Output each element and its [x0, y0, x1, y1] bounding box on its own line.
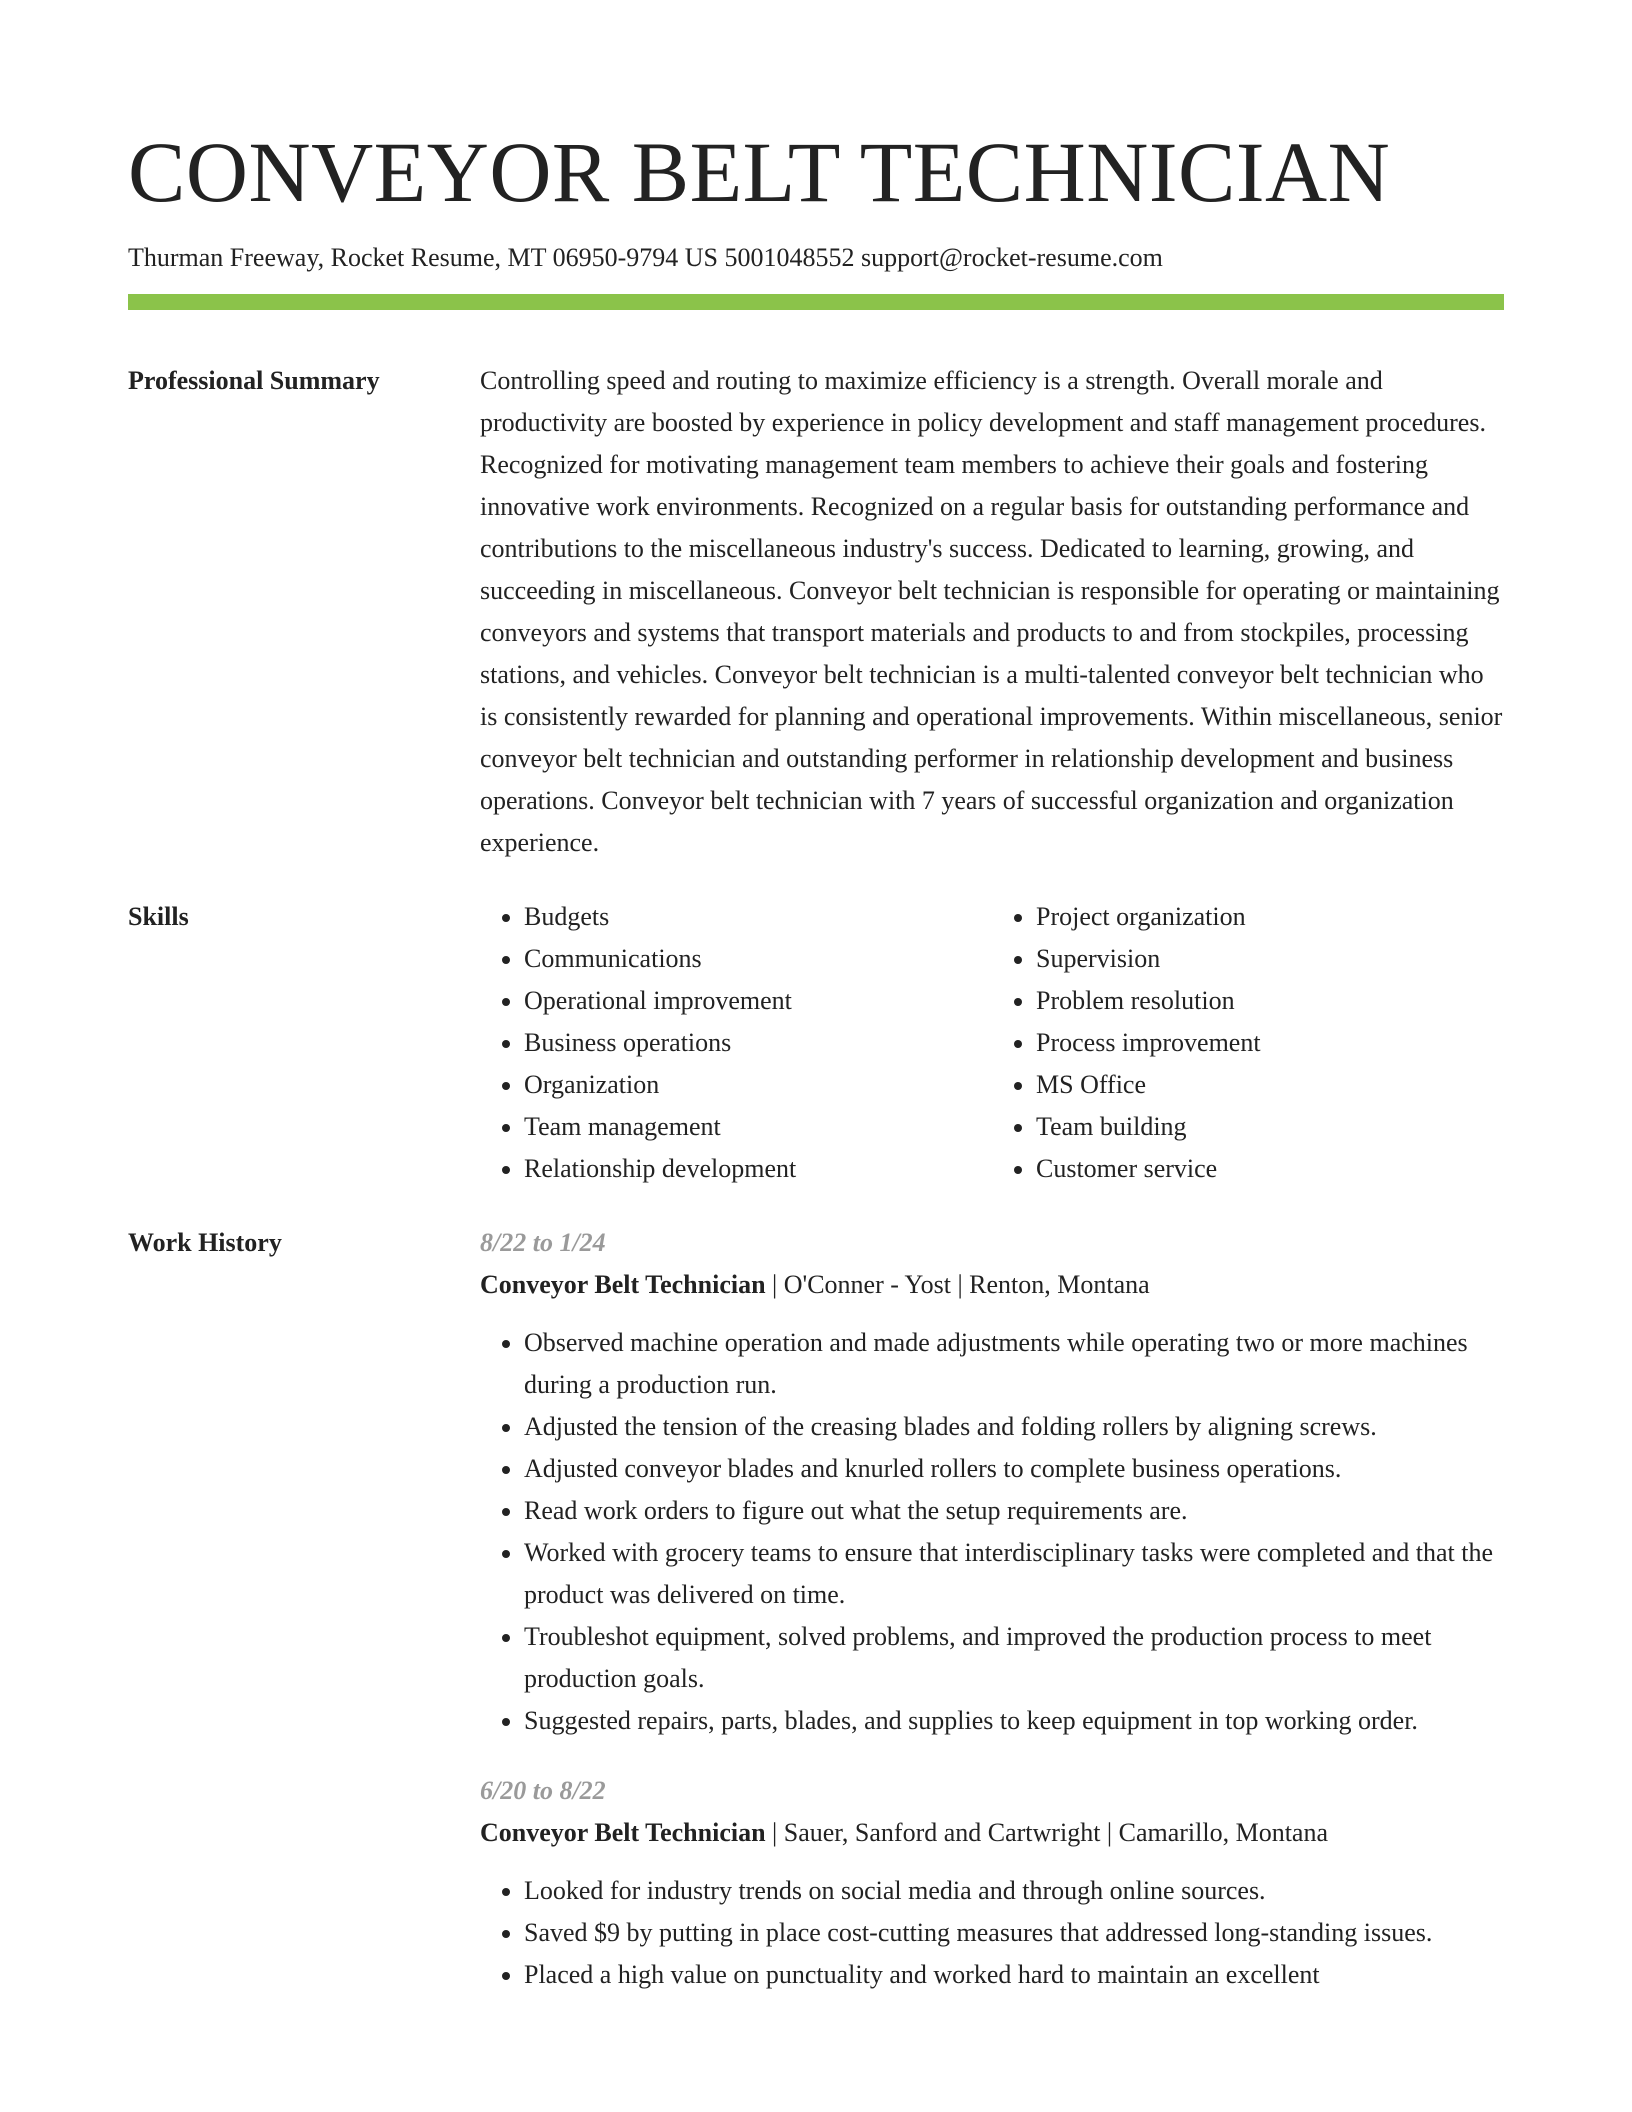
- page-title: CONVEYOR BELT TECHNICIAN: [128, 124, 1391, 220]
- work-history-section: [128, 1222, 1504, 2024]
- list-item: • Worked with grocery teams to ensure that interdisciplinary tasks were completed and that the product was delivered on time.: [524, 1532, 1504, 1616]
- list-item: • Communications: [524, 938, 992, 980]
- list-item: • Problem resolution: [1036, 980, 1504, 1022]
- skills-heading: Skills: [128, 902, 189, 931]
- list-item: • Adjusted conveyor blades and knurled rollers to complete business operations.: [524, 1448, 1504, 1490]
- list-item: • Relationship development: [524, 1148, 992, 1190]
- job-dates: 6/20 to 8/22: [480, 1776, 606, 1805]
- list-item: • Suggested repairs, parts, blades, and supplies to keep equipment in top working order.: [524, 1700, 1504, 1742]
- skills-list-right: [992, 896, 1504, 1190]
- summary-text: Controlling speed and routing to maximize efficiency is a strength. Overall morale and productivity are boosted by experience in policy development and staff management procedures. Recognized for motivating management team members to achieve their goals and fostering innovative work environments. Recognized on a regular basis for outstanding performance and contributions to the miscellaneous industry's success. Dedicated to learning, growing, and succeeding in miscellaneous. Conveyor belt technician is responsible for operating or maintaining conveyors and systems that transport materials and products to and from stockpiles, processing stations, and vehicles. Conveyor belt technician is a multi-talented conveyor belt technician who is consistently rewarded for planning and operational improvements. Within miscellaneous, senior conveyor belt technician and outstanding performer in relationship development and business operations. Conveyor belt technician with 7 years of successful organization and organization experience.: [480, 366, 1503, 857]
- list-item: • Supervision: [1036, 938, 1504, 980]
- summary-section: [128, 360, 1504, 864]
- job-heading: [480, 1264, 1504, 1306]
- list-item: • Budgets: [524, 896, 992, 938]
- header-divider: [128, 294, 1504, 310]
- list-item: • Project organization: [1036, 896, 1504, 938]
- job-title: Conveyor Belt Technician: [480, 1818, 766, 1847]
- job-title: Conveyor Belt Technician: [480, 1270, 766, 1299]
- contact-line: Thurman Freeway, Rocket Resume, MT 06950-9794 US 5001048552 support@rocket-resume.com: [128, 243, 1163, 272]
- list-item: • Troubleshot equipment, solved problems, and improved the production process to meet production goals.: [524, 1616, 1504, 1700]
- list-item: • Adjusted the tension of the creasing blades and folding rollers by aligning screws.: [524, 1406, 1504, 1448]
- job-entry: [480, 1770, 1504, 1996]
- job-employer-location: | O'Conner - Yost | Renton, Montana: [765, 1270, 1150, 1299]
- list-item: • Observed machine operation and made adjustments while operating two or more machines during a production run.: [524, 1322, 1504, 1406]
- list-item: • Saved $9 by putting in place cost-cutting measures that addressed long-standing issues.: [524, 1912, 1504, 1954]
- job-employer-location: | Sauer, Sanford and Cartwright | Camarillo, Montana: [765, 1818, 1329, 1847]
- job-entry: [480, 1222, 1504, 1742]
- job-bullets: [480, 1322, 1504, 1742]
- job-bullets: [480, 1870, 1504, 1996]
- summary-heading: Professional Summary: [128, 366, 380, 395]
- list-item: • Customer service: [1036, 1148, 1504, 1190]
- list-item: • MS Office: [1036, 1064, 1504, 1106]
- skills-section: [128, 896, 1504, 1190]
- resume-page: [128, 0, 1504, 2024]
- list-item: • Read work orders to figure out what the setup requirements are.: [524, 1490, 1504, 1532]
- skills-list-left: [480, 896, 992, 1190]
- list-item: • Placed a high value on punctuality and worked hard to maintain an excellent: [524, 1954, 1504, 1996]
- job-dates: 8/22 to 1/24: [480, 1228, 606, 1257]
- list-item: • Process improvement: [1036, 1022, 1504, 1064]
- list-item: • Business operations: [524, 1022, 992, 1064]
- list-item: • Operational improvement: [524, 980, 992, 1022]
- list-item: • Team building: [1036, 1106, 1504, 1148]
- list-item: • Team management: [524, 1106, 992, 1148]
- work-history-heading: Work History: [128, 1228, 282, 1257]
- job-heading: [480, 1812, 1504, 1854]
- list-item: • Looked for industry trends on social media and through online sources.: [524, 1870, 1504, 1912]
- list-item: • Organization: [524, 1064, 992, 1106]
